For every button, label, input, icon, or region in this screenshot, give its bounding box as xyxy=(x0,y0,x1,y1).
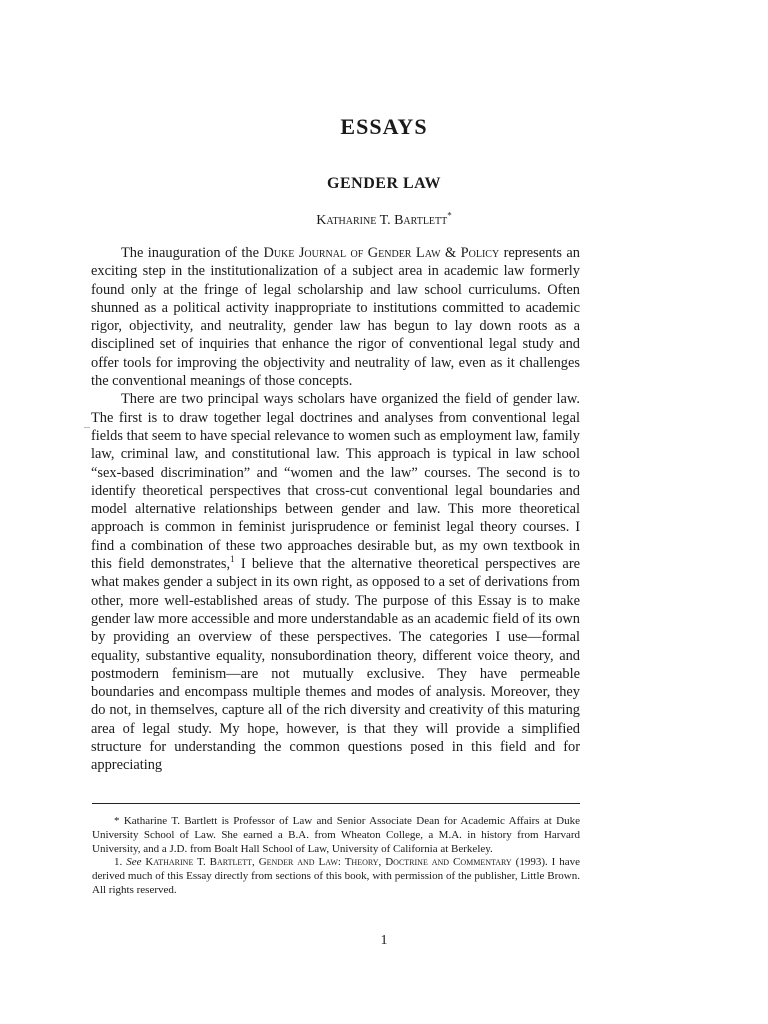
paragraph-2-text-end: I believe that the alternative theoretical perspectives are what makes gender a subject in its own right, as opposed to a set of derivations from other, more well-established areas of study. The purpose of this Essay is to make gender law more accessible and more understandable as an academic field of its own by providing an overview of these perspectives. The categories I use—formal equality, substantive equality, nonsubordination theory, different voice theory, and postmodern feminism—are not mutually exclusive. They have permeable boundaries and encompass multiple themes and modes of analysis. Moreover, they do not, in themselves, capture all of the rich diversity and creativity of this maturing area of legal study. My hope, however, is that they will provide a simplified structure for understanding the common questions posed in this field and for appreciating xyxy=(91,556,580,774)
footnote-1-marker: 1. xyxy=(114,856,123,869)
page-number: 1 xyxy=(380,933,388,948)
section-heading: ESSAYS xyxy=(340,114,428,139)
footnote-1-citation: Katharine T. Bartlett, Gender and Law: Theory, Doctrine and Commentary xyxy=(145,856,512,869)
paragraph-1 xyxy=(91,244,580,390)
footnote-author-marker: * xyxy=(114,815,120,827)
footnote-author-text: Katharine T. Bartlett is Professor of Law and Senior Associate Dean for Academic Affairs at Duke University School of Law. She earned a B.A. from Wheaton College, a M.A. in history from Harvard University, and a J.D. from Boalt Hall School of Law, University of California at Berkeley. xyxy=(92,815,580,855)
paragraph-1-text-end: represents an exciting step in the institutionalization of a subject area in academic law formerly found only at the fringe of legal scholarship and law school curriculums. Often shunned as a political activity inappropriate to institutions committed to academic rigor, objectivity, and neutrality, gender law has begun to lay down roots as a disciplined set of inquiries that enhance the rigor of conventional legal study and offer tools for improving the objectivity and neutrality of law, even as it challenges the conventional meanings of those concepts. xyxy=(91,245,580,390)
paragraph-2-text-start: There are two principal ways scholars have organized the field of gender law. The first is to draw together legal doctrines and analyses from conventional legal fields that seem to have special relevance to women such as employment law, family law, criminal law, and constitutional law. This approach is typical in law school “sex-based discrimination” and “women and the law” courses. The second is to identify theoretical perspectives that cross-cut conventional legal boundaries and model alternative relationships between gender and law. This more theoretical approach is common in feminist jurisprudence or feminist legal theory courses. I find a combination of these two approaches desirable but, as my own textbook in this field demonstrates, xyxy=(91,391,580,573)
footnote-divider xyxy=(92,803,580,804)
paragraph-2 xyxy=(91,390,580,774)
paragraph-1-text-start: The inauguration of the xyxy=(121,245,264,261)
author-name: Katharine T. Bartlett xyxy=(316,213,448,228)
footnote-1 xyxy=(92,856,580,897)
article-title: GENDER LAW xyxy=(327,175,441,192)
footnote-author xyxy=(92,815,580,856)
author-byline xyxy=(0,210,768,229)
journal-name: Duke Journal of Gender Law & Policy xyxy=(263,245,500,261)
footnotes xyxy=(92,815,580,898)
footnote-1-signal: See xyxy=(126,856,142,869)
footnote-reference-1: 1 xyxy=(230,554,235,565)
body-text xyxy=(91,244,580,775)
scan-margin-mark xyxy=(84,427,90,428)
author-footnote-marker: * xyxy=(447,210,452,221)
footnote-1-text: (1993). I have derived much of this Essay directly from sections of this book, with permission of the publisher, Little Brown. All rights reserved. xyxy=(92,856,581,896)
